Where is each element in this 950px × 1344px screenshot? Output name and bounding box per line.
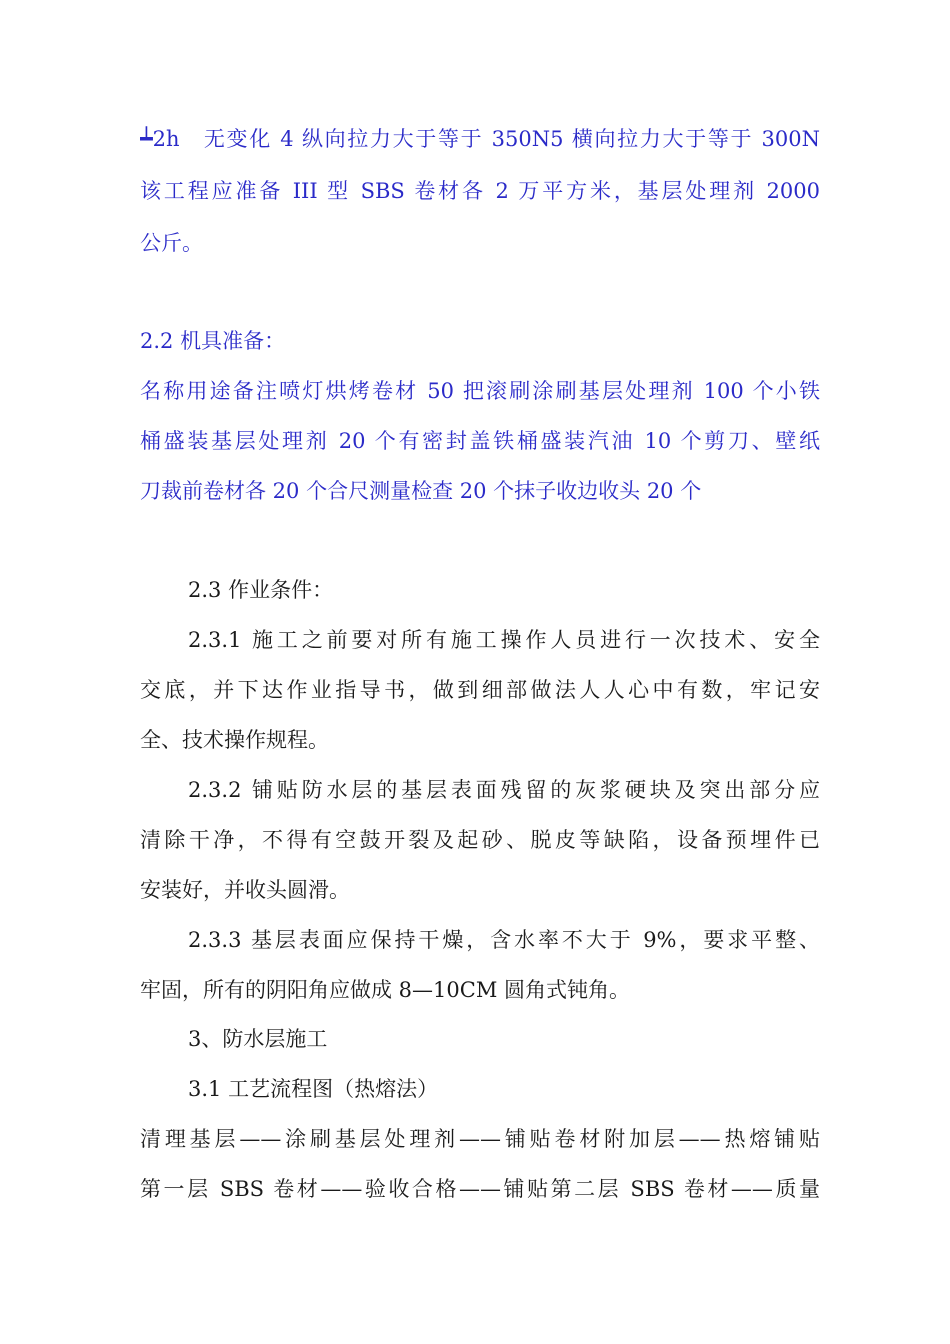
flow-line: 清理基层——涂刷基层处理剂——铺贴卷材附加层——热熔铺贴 — [140, 1127, 820, 1151]
paragraph-line: 全、技术操作规程。 — [140, 728, 329, 752]
paragraph-line: 2.3.2 铺贴防水层的基层表面残留的灰浆硬块及突出部分应 — [188, 778, 820, 802]
text-line: 公斤。 — [140, 231, 203, 255]
paragraph-line: 牢固，所有的阴阳角应做成 8—10CM 圆角式钝角。 — [140, 978, 631, 1002]
paragraph-line: 清除干净，不得有空鼓开裂及起砂、脱皮等缺陷，设备预埋件已 — [140, 828, 820, 852]
paragraph-line: 2.3.1 施工之前要对所有施工操作人员进行一次技术、安全 — [188, 628, 820, 652]
paragraph-line: 2.3.3 基层表面应保持干燥，含水率不大于 9%，要求平整、 — [188, 928, 820, 952]
section-heading: 2.2 机具准备： — [140, 329, 286, 353]
flow-line: 第一层 SBS 卷材——验收合格——铺贴第二层 SBS 卷材——质量 — [140, 1177, 820, 1201]
text-line: 名称用途备注喷灯烘烤卷材 50 把滚刷涂刷基层处理剂 100 个小铁 — [140, 379, 820, 403]
text-line: 刀裁前卷材各 20 个合尺测量检查 20 个抹子收边收头 20 个 — [140, 479, 702, 503]
text-line: 该工程应准备 III 型 SBS 卷材各 2 万平方米，基层处理剂 2000 — [140, 179, 820, 203]
paragraph-line: 安装好，并收头圆滑。 — [140, 878, 350, 902]
paragraph-line: 交底，并下达作业指导书，做到细部做法人人心中有数，牢记安 — [140, 678, 820, 702]
section-heading: 2.3 作业条件： — [188, 578, 334, 602]
text-line: 桶盛装基层处理剂 20 个有密封盖铁桶盛装汽油 10 个剪刀、壁纸 — [140, 429, 820, 453]
text-line: ┷2h 无变化 4 纵向拉力大于等于 350N5 横向拉力大于等于 300N — [140, 127, 820, 151]
section-heading: 3、防水层施工 — [188, 1027, 328, 1051]
subsection-heading: 3.1 工艺流程图（热熔法） — [188, 1077, 439, 1101]
